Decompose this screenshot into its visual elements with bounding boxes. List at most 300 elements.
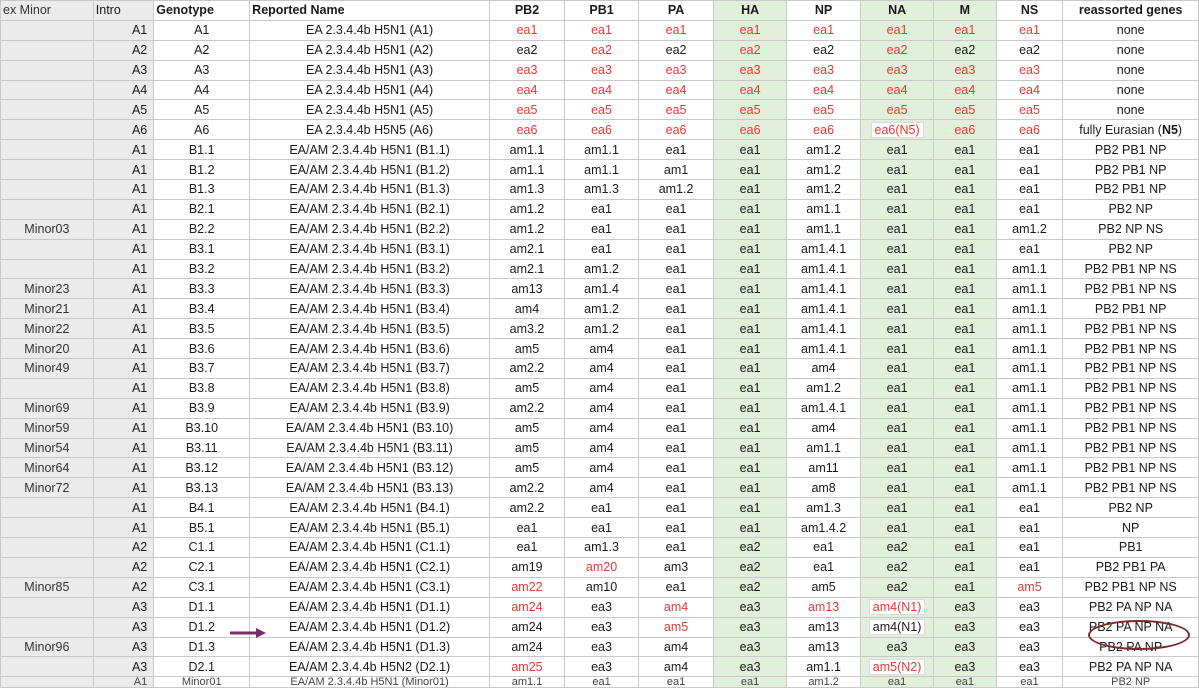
cell-pb2: am1.3 xyxy=(489,180,564,200)
cell-m: ea4 xyxy=(934,80,997,100)
cell-na: ea5 xyxy=(861,100,934,120)
cell-na: ea3 xyxy=(861,60,934,80)
cell-pb1: ea3 xyxy=(565,657,639,677)
cell-minor xyxy=(1,40,94,60)
cell-genotype: B1.3 xyxy=(154,180,250,200)
header-ha: HA xyxy=(714,1,787,21)
cell-minor xyxy=(1,557,94,577)
cell-intro: A2 xyxy=(93,557,153,577)
table-row xyxy=(1,120,1199,140)
cell-ns: ea3 xyxy=(996,637,1063,657)
cell-na: ea2 xyxy=(861,40,934,60)
cell-name: EA 2.3.4.4b H5N1 (A5) xyxy=(250,100,490,120)
cell-pb1: ea1 xyxy=(565,239,639,259)
cell-reassorted: PB2 NP xyxy=(1063,199,1199,219)
cell-pb2: am5 xyxy=(489,339,564,359)
table-row xyxy=(1,279,1199,299)
cell-ns: ea1 xyxy=(996,498,1063,518)
cell-na: ea1 xyxy=(861,518,934,538)
cell-minor xyxy=(1,498,94,518)
cell-pa: ea1 xyxy=(639,478,714,498)
cell-m: ea1 xyxy=(934,239,997,259)
cell-na: ea1 xyxy=(861,199,934,219)
cell-ha: ea1 xyxy=(714,518,787,538)
cell-minor xyxy=(1,80,94,100)
table-row xyxy=(1,199,1199,219)
cell-genotype: B3.9 xyxy=(154,398,250,418)
cell-name: EA 2.3.4.4b H5N1 (A4) xyxy=(250,80,490,100)
cell-ns: ea1 xyxy=(996,180,1063,200)
cell-pb2: ea1 xyxy=(489,518,564,538)
cell-reassorted: PB2 PB1 NP NS xyxy=(1063,319,1199,339)
cell-minor: Minor20 xyxy=(1,339,94,359)
cell-ha: ea3 xyxy=(714,617,787,637)
cell-pb1: am4 xyxy=(565,438,639,458)
cell-intro: A1 xyxy=(93,418,153,438)
cell-ns: ea1 xyxy=(996,518,1063,538)
cell-minor: Minor03 xyxy=(1,219,94,239)
cell-pb1: am4 xyxy=(565,418,639,438)
cell-genotype: B3.5 xyxy=(154,319,250,339)
cell-pb1: ea3 xyxy=(565,637,639,657)
table-row xyxy=(1,80,1199,100)
cell-na: ea1 xyxy=(861,20,934,40)
cell-pb1: ea1 xyxy=(565,20,639,40)
cell-m: ea1 xyxy=(934,398,997,418)
cell-ha: ea1 xyxy=(714,219,787,239)
cell-ns: am1.1 xyxy=(996,339,1063,359)
cell-pb2: am1.1 xyxy=(489,677,564,688)
cell-minor xyxy=(1,677,94,688)
cell-ns: ea5 xyxy=(996,100,1063,120)
header-row xyxy=(1,1,1199,21)
cell-m: ea2 xyxy=(934,40,997,60)
cell-name: EA/AM 2.3.4.4b H5N1 (Minor01) xyxy=(250,677,490,688)
cell-np: am1.4.2 xyxy=(787,518,861,538)
cell-name: EA/AM 2.3.4.4b H5N1 (B3.4) xyxy=(250,299,490,319)
cell-m: ea1 xyxy=(934,299,997,319)
cell-minor: Minor21 xyxy=(1,299,94,319)
cell-genotype: B1.1 xyxy=(154,140,250,160)
cell-name: EA/AM 2.3.4.4b H5N1 (D1.3) xyxy=(250,637,490,657)
cell-pb2: am2.1 xyxy=(489,239,564,259)
cell-pa: ea1 xyxy=(639,239,714,259)
cell-intro: A1 xyxy=(93,279,153,299)
cell-intro: A3 xyxy=(93,657,153,677)
cell-intro: A1 xyxy=(93,677,153,688)
table-row xyxy=(1,557,1199,577)
cell-reassorted: none xyxy=(1063,40,1199,60)
cell-ha: ea1 xyxy=(714,20,787,40)
cell-name: EA/AM 2.3.4.4b H5N1 (B3.2) xyxy=(250,259,490,279)
cell-pa: am3 xyxy=(639,557,714,577)
cell-intro: A1 xyxy=(93,259,153,279)
cell-pa: am1.2 xyxy=(639,180,714,200)
cell-pb1: ea4 xyxy=(565,80,639,100)
cell-na: ea1 xyxy=(861,498,934,518)
table-row xyxy=(1,140,1199,160)
cell-np: am1.3 xyxy=(787,498,861,518)
cell-np: am1.4.1 xyxy=(787,319,861,339)
cell-reassorted: none xyxy=(1063,20,1199,40)
cell-na: ea1 xyxy=(861,140,934,160)
cell-na: ea1 xyxy=(861,359,934,379)
cell-pb2: ea5 xyxy=(489,100,564,120)
cell-np: am8 xyxy=(787,478,861,498)
cell-name: EA/AM 2.3.4.4b H5N1 (D1.1) xyxy=(250,597,490,617)
cell-ns: ea1 xyxy=(996,160,1063,180)
cell-np: ea1 xyxy=(787,538,861,558)
table-row xyxy=(1,378,1199,398)
cell-ha: ea1 xyxy=(714,279,787,299)
cell-ns: am1.1 xyxy=(996,359,1063,379)
cell-name: EA/AM 2.3.4.4b H5N1 (B2.1) xyxy=(250,199,490,219)
table-row xyxy=(1,40,1199,60)
table-row xyxy=(1,259,1199,279)
cell-minor: Minor59 xyxy=(1,418,94,438)
table-row xyxy=(1,319,1199,339)
cell-genotype: B3.3 xyxy=(154,279,250,299)
cell-np: am1.4.1 xyxy=(787,299,861,319)
cell-reassorted: PB2 PB1 NP NS xyxy=(1063,378,1199,398)
cell-ha: ea3 xyxy=(714,637,787,657)
cell-genotype: A2 xyxy=(154,40,250,60)
cell-genotype: B3.6 xyxy=(154,339,250,359)
cell-np: am1.1 xyxy=(787,219,861,239)
cell-na-value: am5(N2) xyxy=(869,659,926,675)
cell-minor: Minor72 xyxy=(1,478,94,498)
cell-np: am13 xyxy=(787,597,861,617)
cell-reassorted: PB2 PB1 NP xyxy=(1063,160,1199,180)
cell-na: ea1 xyxy=(861,438,934,458)
cell-reassorted: PB1 xyxy=(1063,538,1199,558)
cell-np: am13 xyxy=(787,617,861,637)
cell-name: EA/AM 2.3.4.4b H5N1 (B4.1) xyxy=(250,498,490,518)
cell-reassorted: fully Eurasian (N5) xyxy=(1063,120,1199,140)
cell-name: EA/AM 2.3.4.4b H5N1 (B3.1) xyxy=(250,239,490,259)
cell-np: ea4 xyxy=(787,80,861,100)
cell-genotype: B3.2 xyxy=(154,259,250,279)
cell-m: ea3 xyxy=(934,60,997,80)
cell-ns: am1.1 xyxy=(996,299,1063,319)
cell-na: ea2 xyxy=(861,538,934,558)
cell-reassorted: PB2 PB1 NP NS xyxy=(1063,259,1199,279)
table-row xyxy=(1,219,1199,239)
cell-intro: A5 xyxy=(93,100,153,120)
cell-m: ea1 xyxy=(934,458,997,478)
cell-genotype: B3.10 xyxy=(154,418,250,438)
cell-name: EA 2.3.4.4b H5N1 (A1) xyxy=(250,20,490,40)
cell-ha: ea1 xyxy=(714,438,787,458)
cell-ns: ea3 xyxy=(996,597,1063,617)
header-pb2: PB2 xyxy=(489,1,564,21)
cell-intro: A1 xyxy=(93,160,153,180)
cell-na: ea2 xyxy=(861,557,934,577)
cell-pb2: am5 xyxy=(489,458,564,478)
cell-m: ea1 xyxy=(934,498,997,518)
cell-pa: ea5 xyxy=(639,100,714,120)
table-row xyxy=(1,60,1199,80)
cell-np: ea6 xyxy=(787,120,861,140)
cell-reassorted: PB2 PB1 NP NS xyxy=(1063,458,1199,478)
cell-name: EA/AM 2.3.4.4b H5N1 (B3.7) xyxy=(250,359,490,379)
cell-ns: ea1 xyxy=(996,677,1063,688)
cell-minor: Minor54 xyxy=(1,438,94,458)
cell-na: ea1 xyxy=(861,239,934,259)
cell-ha: ea1 xyxy=(714,458,787,478)
cell-ns: ea1 xyxy=(996,239,1063,259)
cell-pb2: am1.1 xyxy=(489,160,564,180)
cell-reassorted: PB2 PA NP NA xyxy=(1063,617,1199,637)
table-body xyxy=(1,20,1199,687)
cell-ha: ea1 xyxy=(714,199,787,219)
cell-na: ea1 xyxy=(861,677,934,688)
cell-reassorted: PB2 PB1 NP NS xyxy=(1063,398,1199,418)
cell-genotype: A3 xyxy=(154,60,250,80)
cell-pb1: am1.2 xyxy=(565,259,639,279)
cell-na: ea1 xyxy=(861,259,934,279)
cell-np: am1.2 xyxy=(787,140,861,160)
cell-ha: ea1 xyxy=(714,378,787,398)
cell-pb2: ea2 xyxy=(489,40,564,60)
cell-ns: ea1 xyxy=(996,538,1063,558)
cell-ns: ea1 xyxy=(996,140,1063,160)
cell-pa: ea1 xyxy=(639,140,714,160)
cell-intro: A3 xyxy=(93,637,153,657)
cell-intro: A2 xyxy=(93,40,153,60)
cell-minor xyxy=(1,120,94,140)
cell-ha: ea1 xyxy=(714,259,787,279)
cell-pb2: am1.2 xyxy=(489,219,564,239)
cell-reassorted: PB2 PA NP NA xyxy=(1063,657,1199,677)
cell-np: ea2 xyxy=(787,40,861,60)
cell-genotype: C2.1 xyxy=(154,557,250,577)
cell-m: ea5 xyxy=(934,100,997,120)
cell-m: ea1 xyxy=(934,418,997,438)
header-pa: PA xyxy=(639,1,714,21)
cell-m: ea3 xyxy=(934,637,997,657)
cell-ns: am1.2 xyxy=(996,219,1063,239)
cell-intro: A4 xyxy=(93,80,153,100)
cell-intro: A1 xyxy=(93,219,153,239)
cell-na: ea1 xyxy=(861,398,934,418)
cell-pa: ea1 xyxy=(639,279,714,299)
cell-genotype: A5 xyxy=(154,100,250,120)
cell-minor xyxy=(1,160,94,180)
cell-name: EA/AM 2.3.4.4b H5N1 (C1.1) xyxy=(250,538,490,558)
cell-ha: ea2 xyxy=(714,40,787,60)
table-row xyxy=(1,577,1199,597)
cell-intro: A3 xyxy=(93,60,153,80)
cell-pb2: ea6 xyxy=(489,120,564,140)
cell-pb2: am2.1 xyxy=(489,259,564,279)
header-reassorted-genes: reassorted genes xyxy=(1063,1,1199,21)
cell-np: ea5 xyxy=(787,100,861,120)
cell-pb1: am1.4 xyxy=(565,279,639,299)
cell-pa: ea3 xyxy=(639,60,714,80)
table-row xyxy=(1,657,1199,677)
cell-m: ea1 xyxy=(934,677,997,688)
cell-np: am1.4.1 xyxy=(787,259,861,279)
table-row xyxy=(1,20,1199,40)
cell-pb2: am3.2 xyxy=(489,319,564,339)
cell-ns: am1.1 xyxy=(996,398,1063,418)
cell-ns: am1.1 xyxy=(996,478,1063,498)
cell-pa: ea1 xyxy=(639,299,714,319)
cell-pa: am1 xyxy=(639,160,714,180)
cell-minor: Minor22 xyxy=(1,319,94,339)
cell-ha: ea1 xyxy=(714,339,787,359)
cell-name: EA 2.3.4.4b H5N1 (A3) xyxy=(250,60,490,80)
cell-name: EA/AM 2.3.4.4b H5N1 (B3.9) xyxy=(250,398,490,418)
header-intro: Intro xyxy=(93,1,153,21)
cell-intro: A1 xyxy=(93,498,153,518)
cell-np: am1.1 xyxy=(787,438,861,458)
cell-pb2: am2.2 xyxy=(489,398,564,418)
cell-minor xyxy=(1,20,94,40)
cell-pa: am4 xyxy=(639,597,714,617)
cell-na: ea2 xyxy=(861,577,934,597)
cell-m: ea3 xyxy=(934,617,997,637)
cell-na xyxy=(861,120,934,140)
cell-pb1: ea1 xyxy=(565,518,639,538)
table-row xyxy=(1,637,1199,657)
cell-m: ea1 xyxy=(934,378,997,398)
cell-ns: ea1 xyxy=(996,199,1063,219)
cell-pa: ea1 xyxy=(639,577,714,597)
cell-na: ea1 xyxy=(861,180,934,200)
table-row xyxy=(1,160,1199,180)
cell-name: EA/AM 2.3.4.4b H5N1 (B1.3) xyxy=(250,180,490,200)
cell-pa: ea1 xyxy=(639,259,714,279)
cell-reassorted: none xyxy=(1063,80,1199,100)
cell-pa: ea1 xyxy=(639,438,714,458)
cell-reassorted: NP xyxy=(1063,518,1199,538)
cell-name: EA/AM 2.3.4.4b H5N1 (B3.12) xyxy=(250,458,490,478)
cell-minor: Minor69 xyxy=(1,398,94,418)
cell-pa: ea1 xyxy=(639,219,714,239)
cell-ha: ea4 xyxy=(714,80,787,100)
cell-m: ea1 xyxy=(934,279,997,299)
cell-ha: ea1 xyxy=(714,180,787,200)
cell-minor: Minor23 xyxy=(1,279,94,299)
cell-pa: ea1 xyxy=(639,20,714,40)
cell-m: ea1 xyxy=(934,219,997,239)
cell-intro: A1 xyxy=(93,378,153,398)
cell-pa: ea1 xyxy=(639,199,714,219)
cell-genotype: C1.1 xyxy=(154,538,250,558)
table-row xyxy=(1,617,1199,637)
cell-na: ea1 xyxy=(861,478,934,498)
cell-genotype: Minor01 xyxy=(154,677,250,688)
cell-m: ea1 xyxy=(934,359,997,379)
cell-ha: ea3 xyxy=(714,60,787,80)
cell-na: ea1 xyxy=(861,458,934,478)
cell-intro: A1 xyxy=(93,398,153,418)
table-row xyxy=(1,398,1199,418)
cell-name: EA/AM 2.3.4.4b H5N1 (B1.2) xyxy=(250,160,490,180)
cell-ha: ea2 xyxy=(714,577,787,597)
cell-name: EA/AM 2.3.4.4b H5N2 (D2.1) xyxy=(250,657,490,677)
table-row xyxy=(1,518,1199,538)
cell-m: ea6 xyxy=(934,120,997,140)
cell-pb1: ea1 xyxy=(565,219,639,239)
cell-minor xyxy=(1,518,94,538)
cell-np: ea3 xyxy=(787,60,861,80)
cell-minor xyxy=(1,617,94,637)
cell-intro: A3 xyxy=(93,617,153,637)
cell-pa: ea1 xyxy=(639,359,714,379)
cell-np: am1.1 xyxy=(787,199,861,219)
arrow-icon xyxy=(230,627,266,639)
cell-ns: am1.1 xyxy=(996,438,1063,458)
cell-ha: ea1 xyxy=(714,478,787,498)
cell-m: ea1 xyxy=(934,319,997,339)
cell-minor xyxy=(1,100,94,120)
cell-pb2: am2.2 xyxy=(489,498,564,518)
cell-intro: A1 xyxy=(93,180,153,200)
cell-ha: ea2 xyxy=(714,538,787,558)
cell-intro: A1 xyxy=(93,20,153,40)
cell-reassorted: PB2 PB1 PA xyxy=(1063,557,1199,577)
cell-genotype: D1.2 xyxy=(154,617,250,637)
cell-ns: am1.1 xyxy=(996,319,1063,339)
cell-np: am1.2 xyxy=(787,160,861,180)
cell-pb2: am5 xyxy=(489,438,564,458)
cell-m: ea3 xyxy=(934,597,997,617)
cell-pb1: am1.2 xyxy=(565,299,639,319)
cell-na-value: am4(N1) xyxy=(869,599,926,615)
cell-ns: am1.1 xyxy=(996,259,1063,279)
cell-name: EA/AM 2.3.4.4b H5N1 (B3.8) xyxy=(250,378,490,398)
cell-ha: ea1 xyxy=(714,239,787,259)
cell-minor xyxy=(1,239,94,259)
cell-pa: ea1 xyxy=(639,498,714,518)
cell-intro: A1 xyxy=(93,319,153,339)
cell-name: EA/AM 2.3.4.4b H5N1 (B1.1) xyxy=(250,140,490,160)
table-row xyxy=(1,359,1199,379)
cell-pb1: am1.3 xyxy=(565,538,639,558)
cell-name: EA/AM 2.3.4.4b H5N1 (B2.2) xyxy=(250,219,490,239)
cell-pb2: ea1 xyxy=(489,538,564,558)
cell-m: ea1 xyxy=(934,518,997,538)
cell-ns: ea1 xyxy=(996,20,1063,40)
cell-m: ea1 xyxy=(934,259,997,279)
cell-reassorted: PB2 PB1 NP xyxy=(1063,299,1199,319)
cell-m: ea3 xyxy=(934,657,997,677)
cell-pa: ea1 xyxy=(639,677,714,688)
cell-pa: ea2 xyxy=(639,40,714,60)
cell-genotype: D1.1 xyxy=(154,597,250,617)
cell-pb1: am4 xyxy=(565,458,639,478)
cell-na: ea1 xyxy=(861,418,934,438)
cell-m: ea1 xyxy=(934,478,997,498)
cell-pb2: ea4 xyxy=(489,80,564,100)
cell-genotype: B5.1 xyxy=(154,518,250,538)
cell-pa: ea4 xyxy=(639,80,714,100)
cell-name: EA/AM 2.3.4.4b H5N1 (B3.3) xyxy=(250,279,490,299)
cell-name: EA/AM 2.3.4.4b H5N1 (C3.1) xyxy=(250,577,490,597)
cell-intro: A1 xyxy=(93,140,153,160)
cell-genotype: B1.2 xyxy=(154,160,250,180)
cell-pb1: ea2 xyxy=(565,40,639,60)
cell-pb2: am13 xyxy=(489,279,564,299)
cell-ha: ea2 xyxy=(714,557,787,577)
cell-intro: A2 xyxy=(93,538,153,558)
cell-minor xyxy=(1,199,94,219)
cell-reassorted: PB2 NP xyxy=(1063,239,1199,259)
cell-pb2: am25 xyxy=(489,657,564,677)
